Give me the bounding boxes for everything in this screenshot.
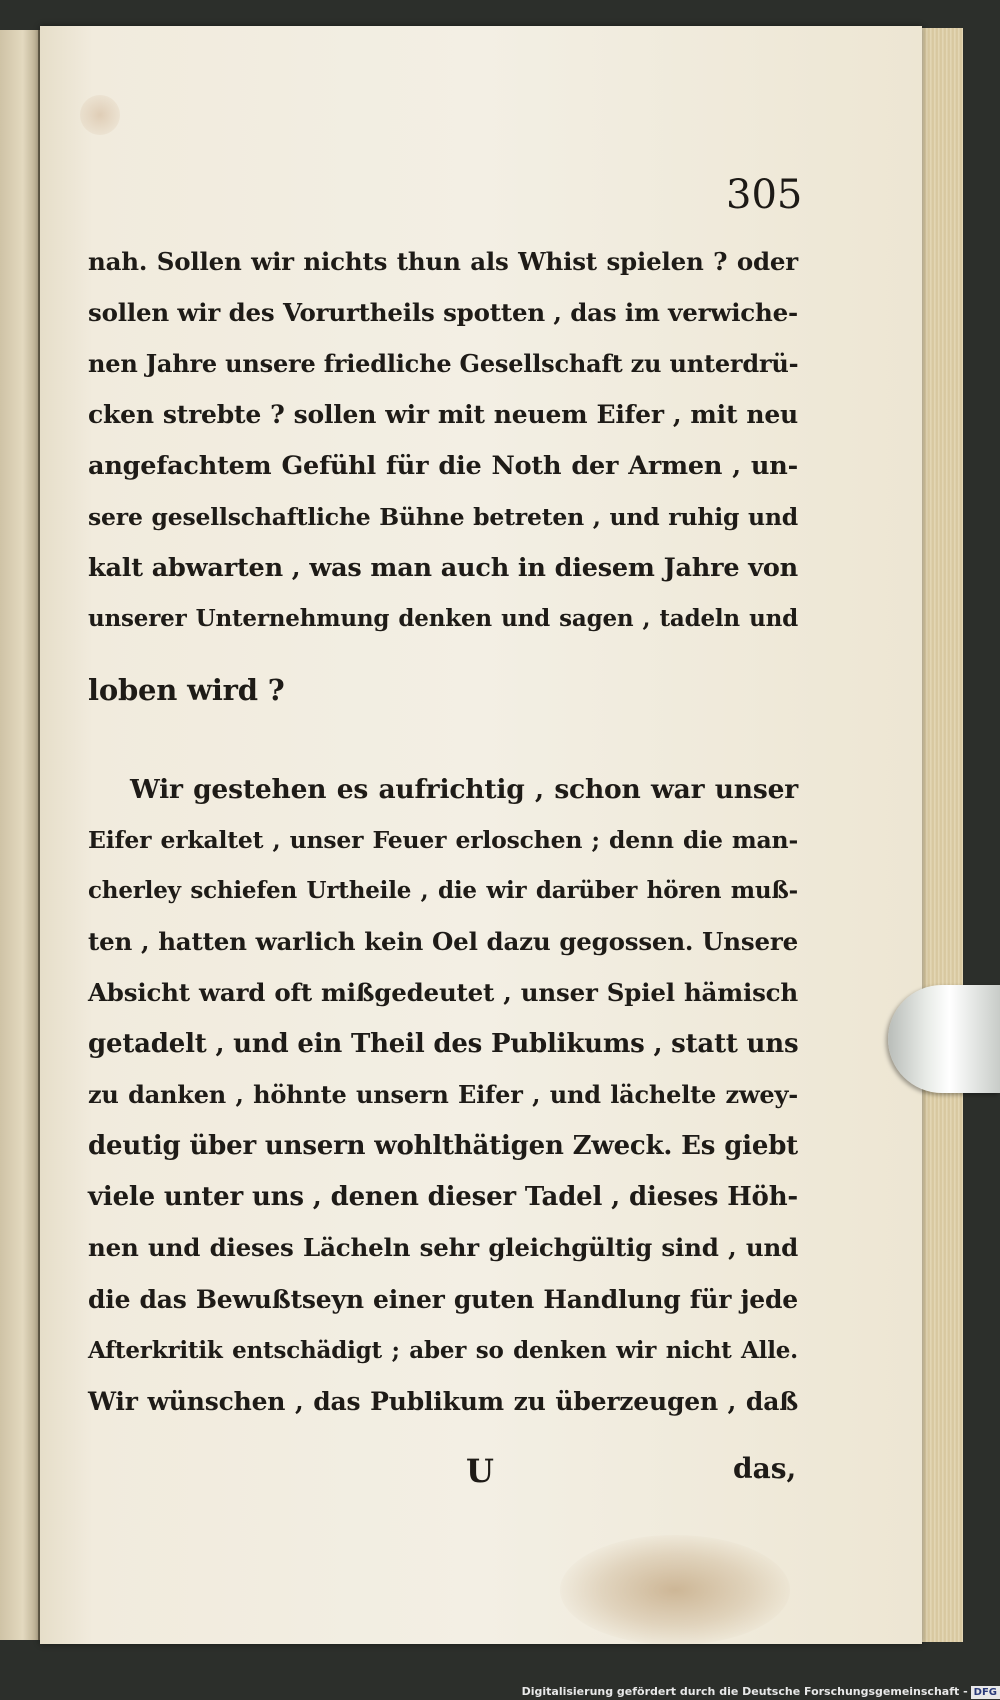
text-line: nen und dieses Lächeln sehr gleichgültig sind , und <box>88 1233 798 1262</box>
text-line: Afterkritik entschädigt ; aber so denken wir nicht Alle. <box>88 1337 798 1364</box>
text-line: deutig über unsern wohlthätigen Zweck. Es giebt <box>88 1131 798 1161</box>
text-line: Wir wünschen , das Publikum zu überzeugen , daß <box>88 1387 798 1416</box>
page-block-edge <box>918 28 963 1642</box>
text-line: cken strebte ? sollen wir mit neuem Eifer , mit neu <box>88 400 798 429</box>
text-line: zu danken , höhnte unsern Eifer , und lächelte zwey- <box>88 1080 798 1109</box>
text-line: sollen wir des Vorurtheils spotten , das im verwiche- <box>88 298 798 327</box>
page-number: 305 <box>726 172 803 218</box>
dfg-logo: DFG <box>971 1686 1000 1699</box>
foxing-spot <box>80 95 120 135</box>
signature-mark: U <box>466 1452 494 1490</box>
text-line: ten , hatten warlich kein Oel dazu gegossen. Unsere <box>88 927 798 956</box>
water-stain <box>560 1535 790 1645</box>
facing-page-edge <box>0 30 40 1640</box>
digitization-credit <box>522 1683 1000 1700</box>
text-line: Eifer erkaltet , unser Feuer erloschen ; denn die man- <box>88 826 798 854</box>
catchword: das, <box>733 1452 797 1485</box>
text-line: Wir gestehen es aufrichtig , schon war unser <box>130 774 798 805</box>
text-line: sere gesellschaftliche Bühne betreten , und ruhig und <box>88 503 798 531</box>
credit-text: Digitalisierung gefördert durch die Deutsche Forschungsgemeinschaft - <box>521 1685 968 1698</box>
text-line: nen Jahre unsere friedliche Gesellschaft zu unterdrü- <box>88 349 799 378</box>
text-line: cherley schiefen Urtheile , die wir darüber hören muß- <box>88 877 798 904</box>
text-line: Absicht ward oft mißgedeutet , unser Spiel hämisch <box>88 978 798 1007</box>
text-line: kalt abwarten , was man auch in diesem Jahre von <box>88 553 798 583</box>
text-line: loben wird ? <box>88 673 285 707</box>
text-line: getadelt , und ein Theil des Publikums , statt uns <box>88 1029 799 1059</box>
text-line: unserer Unternehmung denken und sagen , tadeln und <box>88 605 798 632</box>
text-line: angefachtem Gefühl für die Noth der Armen , un- <box>88 451 798 481</box>
text-line: die das Bewußtseyn einer guten Handlung für jede <box>88 1285 798 1314</box>
text-line: nah. Sollen wir nichts thun als Whist spielen ? oder <box>88 247 798 276</box>
viewer-page-turn-handle[interactable] <box>888 985 1000 1093</box>
text-line: viele unter uns , denen dieser Tadel , dieses Höh- <box>88 1182 798 1212</box>
